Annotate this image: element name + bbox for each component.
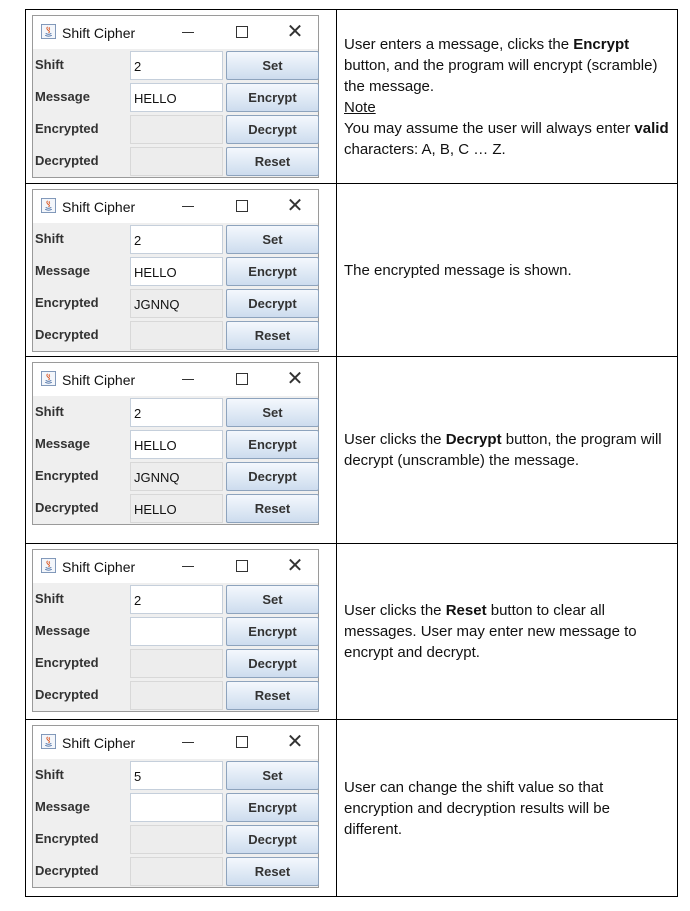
maximize-icon[interactable] xyxy=(230,730,254,754)
message-row xyxy=(33,255,318,287)
encrypted-row xyxy=(33,113,318,145)
shift-row xyxy=(33,759,318,791)
shift-row xyxy=(33,396,318,428)
reset-button[interactable]: Reset xyxy=(226,321,319,350)
decrypted-label: Decrypted xyxy=(35,687,99,702)
encrypt-button[interactable]: Encrypt xyxy=(226,430,319,459)
set-button[interactable]: Set xyxy=(226,51,319,80)
decrypted-row xyxy=(33,319,318,351)
encrypt-button[interactable]: Encrypt xyxy=(226,83,319,112)
shift-cipher-window xyxy=(32,189,319,352)
encrypted-row xyxy=(33,647,318,679)
note-heading: Note xyxy=(344,98,376,116)
decrypted-label: Decrypted xyxy=(35,327,99,342)
close-icon[interactable]: ✕ xyxy=(286,21,304,43)
description-cell xyxy=(337,357,678,544)
maximize-icon[interactable] xyxy=(230,554,254,578)
decrypted-output: HELLO xyxy=(130,494,223,523)
shift-label: Shift xyxy=(35,231,64,246)
shift-cipher-window xyxy=(32,362,319,525)
message-row xyxy=(33,615,318,647)
window-title: Shift Cipher xyxy=(62,559,136,575)
desc-text: User clicks the xyxy=(344,431,446,448)
encrypted-output xyxy=(130,115,223,144)
description-text xyxy=(344,429,671,471)
encrypted-label: Encrypted xyxy=(35,295,99,310)
shift-cipher-window xyxy=(32,15,319,178)
reset-button[interactable]: Reset xyxy=(226,681,319,710)
decrypted-output xyxy=(130,321,223,350)
description-text xyxy=(344,260,671,281)
decrypted-label: Decrypted xyxy=(35,153,99,168)
java-app-icon xyxy=(41,198,56,213)
table-row xyxy=(26,184,678,357)
shift-input[interactable]: 2 xyxy=(130,225,223,254)
decrypt-button[interactable]: Decrypt xyxy=(226,462,319,491)
table-row xyxy=(26,544,678,720)
desc-text: button, and the program will encrypt (scramble) the message. xyxy=(344,56,658,95)
maximize-icon[interactable] xyxy=(230,20,254,44)
decrypted-output xyxy=(130,681,223,710)
message-input[interactable] xyxy=(130,617,223,646)
encrypted-output xyxy=(130,649,223,678)
message-label: Message xyxy=(35,623,90,638)
encrypt-button[interactable]: Encrypt xyxy=(226,617,319,646)
reset-button[interactable]: Reset xyxy=(226,147,319,176)
window-title: Shift Cipher xyxy=(62,199,136,215)
message-row xyxy=(33,791,318,823)
description-cell xyxy=(337,720,678,897)
reset-button[interactable]: Reset xyxy=(226,857,319,886)
shift-input[interactable]: 2 xyxy=(130,585,223,614)
shift-cipher-window xyxy=(32,725,319,888)
shift-label: Shift xyxy=(35,591,64,606)
shift-row xyxy=(33,583,318,615)
description-cell xyxy=(337,184,678,357)
encrypted-label: Encrypted xyxy=(35,655,99,670)
screenshot-cell xyxy=(26,544,337,720)
screenshot-cell xyxy=(26,10,337,184)
close-icon[interactable]: ✕ xyxy=(286,195,304,217)
close-icon[interactable]: ✕ xyxy=(286,555,304,577)
desc-text: button to clear all messages. User may enter new message to encrypt and decrypt. xyxy=(344,602,637,661)
instruction-table xyxy=(25,9,678,897)
table-row xyxy=(26,720,678,897)
encrypted-output xyxy=(130,825,223,854)
desc-text: The encrypted message is shown. xyxy=(344,261,572,279)
shift-input[interactable]: 5 xyxy=(130,761,223,790)
desc-bold: Decrypt xyxy=(445,431,502,448)
decrypted-output xyxy=(130,147,223,176)
encrypted-label: Encrypted xyxy=(35,831,99,846)
table-row xyxy=(26,10,678,184)
minimize-icon[interactable] xyxy=(176,20,200,44)
message-input[interactable]: HELLO xyxy=(130,83,223,112)
encrypted-row xyxy=(33,823,318,855)
decrypted-output xyxy=(130,857,223,886)
decrypt-button[interactable]: Decrypt xyxy=(226,649,319,678)
decrypt-button[interactable]: Decrypt xyxy=(226,115,319,144)
shift-label: Shift xyxy=(35,767,64,782)
cipher-form xyxy=(33,396,318,524)
cipher-form xyxy=(33,759,318,887)
description-cell xyxy=(337,10,678,184)
java-app-icon xyxy=(41,558,56,573)
shift-input[interactable]: 2 xyxy=(130,398,223,427)
maximize-icon[interactable] xyxy=(230,194,254,218)
shift-row xyxy=(33,49,318,81)
java-app-icon xyxy=(41,371,56,386)
encrypted-label: Encrypted xyxy=(35,468,99,483)
cipher-form xyxy=(33,49,318,177)
decrypted-row xyxy=(33,855,318,887)
cipher-form xyxy=(33,583,318,711)
message-label: Message xyxy=(35,89,90,104)
encrypted-row xyxy=(33,460,318,492)
description-text xyxy=(344,600,671,663)
close-icon[interactable]: ✕ xyxy=(286,731,304,753)
shift-label: Shift xyxy=(35,57,64,72)
decrypted-label: Decrypted xyxy=(35,500,99,515)
screenshot-cell xyxy=(26,184,337,357)
encrypted-row xyxy=(33,287,318,319)
screenshot-cell xyxy=(26,357,337,544)
cipher-form xyxy=(33,223,318,351)
description-text xyxy=(344,34,671,160)
title-bar xyxy=(33,190,318,223)
shift-row xyxy=(33,223,318,255)
message-label: Message xyxy=(35,436,90,451)
title-bar xyxy=(33,363,318,396)
reset-button[interactable]: Reset xyxy=(226,494,319,523)
encrypt-button[interactable]: Encrypt xyxy=(226,257,319,286)
decrypted-row xyxy=(33,492,318,524)
set-button[interactable]: Set xyxy=(226,398,319,427)
window-title: Shift Cipher xyxy=(62,25,136,41)
minimize-icon[interactable] xyxy=(176,194,200,218)
description-text xyxy=(344,777,671,840)
desc-text: characters: A, B, C … Z. xyxy=(344,140,506,158)
decrypt-button[interactable]: Decrypt xyxy=(226,289,319,318)
decrypted-row xyxy=(33,679,318,711)
desc-text: User enters a message, clicks the xyxy=(344,35,574,53)
minimize-icon[interactable] xyxy=(176,730,200,754)
minimize-icon[interactable] xyxy=(176,367,200,391)
desc-text: You may assume the user will always enter xyxy=(344,119,635,137)
shift-label: Shift xyxy=(35,404,64,419)
set-button[interactable]: Set xyxy=(226,225,319,254)
message-label: Message xyxy=(35,263,90,278)
set-button[interactable]: Set xyxy=(226,585,319,614)
description-cell xyxy=(337,544,678,720)
shift-input[interactable]: 2 xyxy=(130,51,223,80)
message-input[interactable]: HELLO xyxy=(130,430,223,459)
screenshot-cell xyxy=(26,720,337,897)
message-row xyxy=(33,81,318,113)
title-bar xyxy=(33,550,318,583)
desc-bold: Reset xyxy=(445,602,487,619)
message-label: Message xyxy=(35,799,90,814)
encrypted-label: Encrypted xyxy=(35,121,99,136)
minimize-icon[interactable] xyxy=(176,554,200,578)
java-app-icon xyxy=(41,24,56,39)
close-icon[interactable]: ✕ xyxy=(286,368,304,390)
set-button[interactable]: Set xyxy=(226,761,319,790)
message-row xyxy=(33,428,318,460)
java-app-icon xyxy=(41,734,56,749)
encrypted-output: JGNNQ xyxy=(130,462,223,491)
decrypted-row xyxy=(33,145,318,177)
shift-cipher-window xyxy=(32,549,319,712)
desc-bold: valid xyxy=(634,119,669,137)
desc-text: User can change the shift value so that encryption and decryption results will be different. xyxy=(344,778,610,838)
decrypted-label: Decrypted xyxy=(35,863,99,878)
maximize-icon[interactable] xyxy=(230,367,254,391)
table-row xyxy=(26,357,678,544)
encrypt-button[interactable]: Encrypt xyxy=(226,793,319,822)
message-input[interactable] xyxy=(130,793,223,822)
window-title: Shift Cipher xyxy=(62,372,136,388)
message-input[interactable]: HELLO xyxy=(130,257,223,286)
decrypt-button[interactable]: Decrypt xyxy=(226,825,319,854)
encrypted-output: JGNNQ xyxy=(130,289,223,318)
title-bar xyxy=(33,726,318,759)
desc-text: User clicks the xyxy=(344,602,446,619)
desc-bold: Encrypt xyxy=(573,35,630,53)
window-title: Shift Cipher xyxy=(62,735,136,751)
desc-text: button, the program will decrypt (unscramble) the message. xyxy=(344,431,662,469)
title-bar xyxy=(33,16,318,49)
